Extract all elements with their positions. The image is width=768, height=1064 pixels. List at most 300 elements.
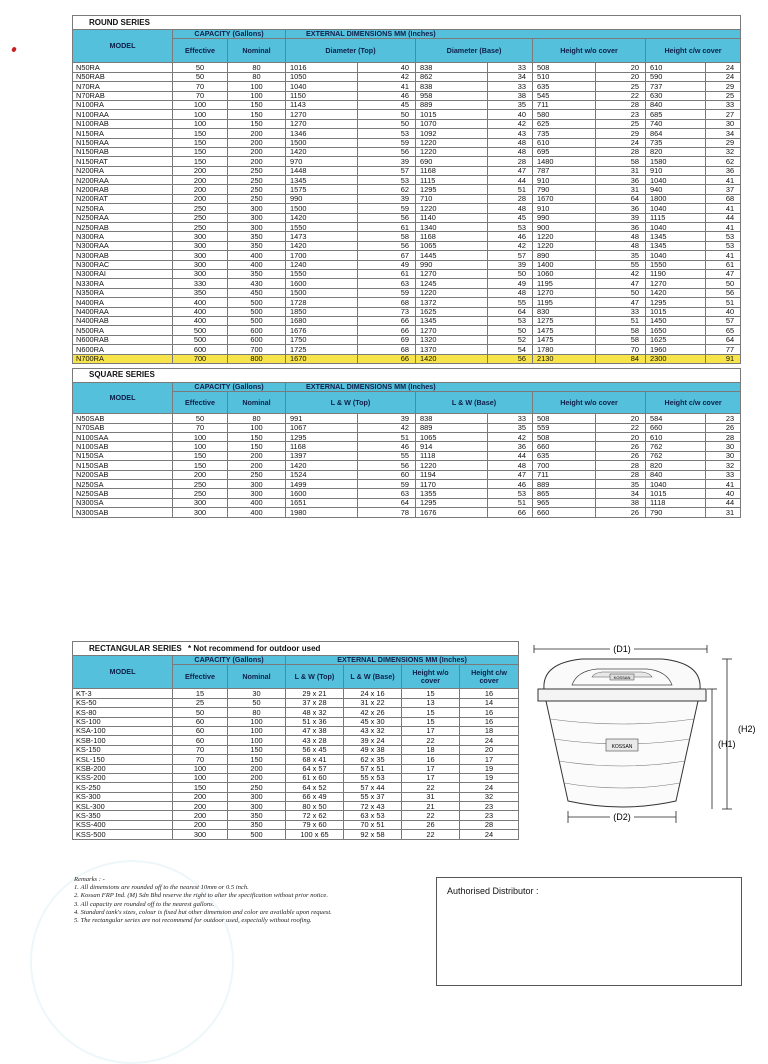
value-cell: 42 x 26 [344,708,402,717]
value-cell: 1725 [286,345,358,354]
value-cell: 42 [488,119,533,128]
value-cell: 1345 [646,241,706,250]
value-cell: 39 [358,157,416,166]
value-cell: 60 [358,470,416,479]
table-row [73,100,741,109]
model-cell: KSS-400 [73,820,173,829]
model-cell: N150RA [73,129,173,138]
value-cell: 36 [488,442,533,451]
value-cell: 61 [358,223,416,232]
table-row [73,802,519,811]
value-cell: 51 x 36 [286,717,344,726]
value-cell: 1397 [286,451,358,460]
value-cell: 55 [596,260,646,269]
value-cell: 1040 [646,204,706,213]
value-cell: 635 [533,82,596,91]
value-cell: 1040 [646,176,706,185]
table-row [73,185,741,194]
table-row [73,82,741,91]
table-row [73,63,741,72]
value-cell: 69 [358,335,416,344]
value-cell: 865 [533,489,596,498]
value-cell: 1220 [533,232,596,241]
value-cell: 100 [228,736,286,745]
value-cell: 1195 [533,298,596,307]
value-cell: 26 [706,423,741,432]
value-cell: 41 [706,223,741,232]
value-cell: 56 [358,147,416,156]
value-cell: 1220 [533,241,596,250]
table-row [73,326,741,335]
model-cell: N300RAB [73,251,173,260]
table-row [73,119,741,128]
value-cell: 17 [402,773,460,782]
value-cell: 34 [488,72,533,81]
effective-header: Effective [173,665,228,689]
value-cell: 77 [706,345,741,354]
h2-label: (H2) [738,724,756,734]
value-cell: 24 [460,830,519,839]
model-header: MODEL [73,382,173,413]
value-cell: 30 [706,442,741,451]
value-cell: 1067 [286,423,358,432]
table-row [73,316,741,325]
value-cell: 970 [286,157,358,166]
value-cell: 1040 [646,480,706,489]
value-cell: 200 [173,176,228,185]
value-cell: 150 [173,461,228,470]
value-cell: 300 [228,213,286,222]
value-cell: 63 x 53 [344,811,402,820]
value-cell: 1220 [416,138,488,147]
value-cell: 47 [488,470,533,479]
diameter-top-header: Diameter (Top) [286,39,416,63]
value-cell: 1270 [286,119,358,128]
value-cell: 40 [358,63,416,72]
value-cell: 28 [460,820,519,829]
value-cell: 46 [358,91,416,100]
value-cell: 250 [228,783,286,792]
table-row [73,251,741,260]
value-cell: 70 [596,345,646,354]
value-cell: 150 [228,110,286,119]
value-cell: 150 [228,433,286,442]
value-cell: 100 [173,100,228,109]
value-cell: 33 [488,63,533,72]
remarks-section [74,876,434,925]
value-cell: 200 [228,147,286,156]
value-cell: 25 [596,119,646,128]
value-cell: 22 [402,830,460,839]
value-cell: 62 [706,157,741,166]
value-cell: 500 [228,298,286,307]
value-cell: 49 [358,260,416,269]
table-row [73,176,741,185]
value-cell: 23 [460,802,519,811]
value-cell: 44 [706,213,741,222]
table-row [73,830,519,839]
height-wo-cover-header: Height w/o cover [533,392,646,414]
value-cell: 150 [228,100,286,109]
value-cell: 48 x 32 [286,708,344,717]
value-cell: 1676 [286,326,358,335]
value-cell: 51 [358,433,416,442]
rectangular-series-title-cell [73,642,519,656]
value-cell: 37 [706,185,741,194]
effective-header: Effective [173,392,228,414]
value-cell: 36 [596,223,646,232]
table-row [73,157,741,166]
value-cell: 1040 [286,82,358,91]
model-cell: N350RA [73,288,173,297]
table-row [73,194,741,203]
value-cell: 16 [460,717,519,726]
value-cell: 41 [706,204,741,213]
value-cell: 250 [228,470,286,479]
model-cell: N400RA [73,298,173,307]
value-cell: 889 [533,480,596,489]
value-cell: 24 x 16 [344,689,402,698]
value-cell: 33 [488,82,533,91]
body-brand-label: KOSSAN [611,744,633,750]
value-cell: 16 [460,708,519,717]
value-cell: 150 [173,157,228,166]
value-cell: 300 [228,204,286,213]
value-cell: 31 [596,166,646,175]
value-cell: 62 [358,185,416,194]
value-cell: 1420 [646,288,706,297]
value-cell: 250 [228,166,286,175]
value-cell: 1625 [646,335,706,344]
value-cell: 73 [358,307,416,316]
value-cell: 50 [173,414,228,423]
model-header: MODEL [73,30,173,63]
value-cell: 26 [402,820,460,829]
table-row [73,755,519,764]
value-cell: 100 [228,423,286,432]
model-cell: N100SAB [73,442,173,451]
value-cell: 610 [533,138,596,147]
value-cell: 400 [173,298,228,307]
value-cell: 58 [596,326,646,335]
value-cell: 1275 [533,316,596,325]
table-row [73,442,741,451]
model-cell: N50RA [73,63,173,72]
value-cell: 990 [416,260,488,269]
value-cell: 35 [596,480,646,489]
lw-top-header: L & W (Top) [286,665,344,689]
value-cell: 910 [533,204,596,213]
model-cell: KS-80 [73,708,173,717]
rectangular-series-note: * Not recommend for outdoor used [187,643,321,653]
value-cell: 100 [228,91,286,100]
value-cell: 1270 [646,279,706,288]
value-cell: 38 [596,498,646,507]
value-cell: 62 x 35 [344,755,402,764]
model-cell: N500RA [73,326,173,335]
value-cell: 25 [596,82,646,91]
authorised-distributor-box [436,877,742,986]
model-cell: N200SAB [73,470,173,479]
model-cell: N150SAB [73,461,173,470]
rectangular-series-table [72,641,519,840]
value-cell: 965 [533,498,596,507]
value-cell: 1295 [416,498,488,507]
value-cell: 910 [533,176,596,185]
value-cell: 150 [228,755,286,764]
table-row [73,423,741,432]
value-cell: 64 [596,194,646,203]
value-cell: 250 [228,185,286,194]
value-cell: 1980 [286,508,358,517]
value-cell: 23 [460,811,519,820]
value-cell: 1448 [286,166,358,175]
value-cell: 45 x 30 [344,717,402,726]
value-cell: 22 [402,736,460,745]
remark-item: 2. Kossan FRP Ind. (M) Sdn Bhd reserve the right to alter the specification without prior notice. [74,892,329,900]
value-cell: 1340 [416,223,488,232]
value-cell: 68 [358,345,416,354]
value-cell: 66 [358,354,416,363]
value-cell: 200 [228,451,286,460]
value-cell: 914 [416,442,488,451]
value-cell: 200 [173,194,228,203]
table-row [73,260,741,269]
value-cell: 1355 [416,489,488,498]
value-cell: 45 [488,213,533,222]
value-cell: 70 x 51 [344,820,402,829]
value-cell: 42 [488,241,533,250]
table-row [73,213,741,222]
value-cell: 430 [228,279,286,288]
spec-sheet [72,15,740,518]
table-row [73,414,741,423]
value-cell: 20 [596,63,646,72]
value-cell: 630 [646,91,706,100]
value-cell: 28 [706,433,741,442]
value-cell: 40 [488,110,533,119]
value-cell: 63 [358,489,416,498]
capacity-header: CAPACITY (Gallons) [173,30,286,39]
value-cell: 56 [358,241,416,250]
table-row [73,204,741,213]
value-cell: 1060 [533,269,596,278]
value-cell: 762 [646,442,706,451]
table-row [73,129,741,138]
model-cell: KS-300 [73,792,173,801]
model-cell: N300SAB [73,508,173,517]
value-cell: 1065 [416,433,488,442]
value-cell: 28 [488,157,533,166]
value-cell: 250 [228,176,286,185]
table-row [73,72,741,81]
value-cell: 18 [460,726,519,735]
value-cell: 50 [173,72,228,81]
value-cell: 200 [228,773,286,782]
value-cell: 660 [533,508,596,517]
value-cell: 1270 [286,110,358,119]
table-row [73,147,741,156]
rectangular-series-title: RECTANGULAR SERIES [89,643,182,653]
value-cell: 1420 [286,461,358,470]
value-cell: 39 x 24 [344,736,402,745]
value-cell: 200 [173,185,228,194]
value-cell: 46 [358,442,416,451]
value-cell: 22 [402,783,460,792]
model-cell: KS-250 [73,783,173,792]
value-cell: 350 [228,232,286,241]
remarks-title: Remarks : - [74,876,105,883]
value-cell: 59 [358,288,416,297]
value-cell: 685 [646,110,706,119]
nominal-header: Nominal [228,39,286,63]
model-cell: N150SA [73,451,173,460]
table-row [73,698,519,707]
value-cell: 1270 [533,288,596,297]
value-cell: 44 [488,451,533,460]
lw-base-header: L & W (Base) [344,665,402,689]
table-row [73,232,741,241]
value-cell: 48 [488,138,533,147]
model-cell: KSA-100 [73,726,173,735]
value-cell: 1295 [416,185,488,194]
value-cell: 66 [358,326,416,335]
value-cell: 58 [596,157,646,166]
value-cell: 1420 [286,241,358,250]
value-cell: 26 [596,442,646,451]
value-cell: 35 [596,251,646,260]
value-cell: 200 [173,470,228,479]
value-cell: 43 x 32 [344,726,402,735]
value-cell: 1015 [646,307,706,316]
external-dimensions-header: EXTERNAL DIMENSIONS MM (Inches) [286,30,741,39]
lw-base-header: L & W (Base) [416,392,533,414]
value-cell: 200 [228,138,286,147]
value-cell: 1115 [646,213,706,222]
value-cell: 400 [173,316,228,325]
value-cell: 1220 [416,204,488,213]
value-cell: 1420 [416,354,488,363]
value-cell: 78 [358,508,416,517]
value-cell: 890 [533,251,596,260]
value-cell: 32 [460,792,519,801]
model-cell: N150RAA [73,138,173,147]
value-cell: 31 [402,792,460,801]
model-cell: KSB-200 [73,764,173,773]
value-cell: 762 [646,451,706,460]
value-cell: 70 [173,423,228,432]
value-cell: 1420 [286,147,358,156]
tank-diagram [522,641,762,841]
value-cell: 300 [173,830,228,839]
value-cell: 545 [533,91,596,100]
value-cell: 23 [596,110,646,119]
value-cell: 47 [596,279,646,288]
value-cell: 889 [416,100,488,109]
model-cell: N700RA [73,354,173,363]
value-cell: 100 [228,726,286,735]
value-cell: 39 [358,414,416,423]
value-cell: 48 [488,461,533,470]
model-cell: N200RA [73,166,173,175]
value-cell: 200 [228,461,286,470]
table-row [73,461,741,470]
model-header: MODEL [73,656,173,689]
value-cell: 1473 [286,232,358,241]
model-cell: N400RAA [73,307,173,316]
value-cell: 830 [533,307,596,316]
value-cell: 29 x 21 [286,689,344,698]
model-cell: N200RAT [73,194,173,203]
value-cell: 41 [706,176,741,185]
table-row [73,241,741,250]
value-cell: 711 [533,470,596,479]
value-cell: 790 [646,508,706,517]
effective-header: Effective [173,39,228,63]
value-cell: 44 [706,498,741,507]
value-cell: 46 [488,232,533,241]
external-dimensions-header: EXTERNAL DIMENSIONS MM (Inches) [286,656,519,665]
value-cell: 31 [706,508,741,517]
value-cell: 737 [646,82,706,91]
model-cell: N70SAB [73,423,173,432]
value-cell: 2130 [533,354,596,363]
value-cell: 29 [706,82,741,91]
value-cell: 39 [358,194,416,203]
value-cell: 2300 [646,354,706,363]
model-cell: N200RAB [73,185,173,194]
value-cell: 1240 [286,260,358,269]
value-cell: 800 [228,354,286,363]
value-cell: 790 [533,185,596,194]
value-cell: 29 [706,138,741,147]
value-cell: 48 [596,232,646,241]
value-cell: 1295 [646,298,706,307]
value-cell: 19 [460,773,519,782]
value-cell: 42 [358,423,416,432]
value-cell: 200 [173,166,228,175]
value-cell: 21 [402,802,460,811]
value-cell: 1143 [286,100,358,109]
table-row [73,451,741,460]
value-cell: 61 [358,269,416,278]
value-cell: 1345 [646,232,706,241]
model-cell: N50SAB [73,414,173,423]
value-cell: 100 [173,110,228,119]
value-cell: 1015 [646,489,706,498]
value-cell: 400 [228,508,286,517]
value-cell: 56 [358,213,416,222]
value-cell: 55 x 53 [344,773,402,782]
table-row [73,764,519,773]
value-cell: 500 [228,830,286,839]
table-row [73,354,741,363]
value-cell: 1220 [416,288,488,297]
d1-label: (D1) [613,644,631,654]
value-cell: 36 [596,176,646,185]
value-cell: 49 [488,279,533,288]
value-cell: 92 x 58 [344,830,402,839]
value-cell: 32 [706,147,741,156]
value-cell: 59 [358,138,416,147]
model-cell: N100RAB [73,119,173,128]
value-cell: 300 [228,802,286,811]
value-cell: 150 [173,451,228,460]
value-cell: 787 [533,166,596,175]
value-cell: 1370 [416,345,488,354]
value-cell: 900 [533,223,596,232]
value-cell: 24 [460,736,519,745]
